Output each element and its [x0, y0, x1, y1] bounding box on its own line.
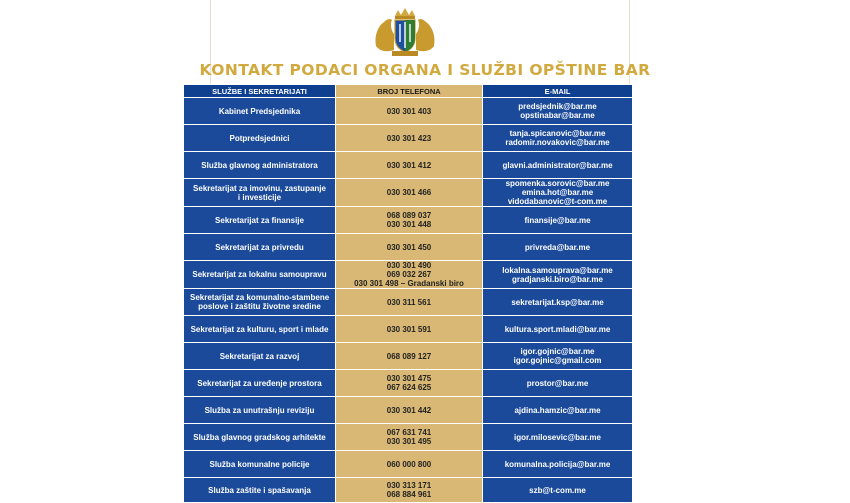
email-address[interactable]: privreda@bar.me	[524, 242, 591, 252]
service-name-line: Služba komunalne policije	[209, 459, 310, 469]
service-name-line: poslove i zaštitu životne sredine	[198, 302, 321, 311]
phone-number: 030 301 423	[386, 133, 432, 143]
service-name-line: Služba glavnog administratora	[201, 160, 318, 170]
service-name-line: Služba glavnog gradskog arhitekte	[193, 432, 326, 442]
table-row	[184, 289, 633, 316]
table-header-row	[184, 85, 633, 98]
email-address[interactable]: igor.gojnic@gmail.com	[513, 356, 602, 365]
phone-number: 030 301 412	[386, 160, 432, 170]
phone-cell	[336, 234, 483, 261]
phone-cell	[336, 125, 483, 152]
email-cell	[483, 478, 633, 503]
phone-number: 030 311 561	[386, 297, 432, 307]
service-name-cell	[184, 370, 336, 397]
email-cell	[483, 316, 633, 343]
phone-number: 060 000 800	[386, 459, 432, 469]
service-name-line: Sekretarijat za razvoj	[219, 351, 300, 361]
email-address[interactable]: vidodabanovic@t-com.me	[507, 197, 608, 206]
service-name-line: Kabinet Predsjednika	[218, 106, 301, 116]
table-row	[184, 152, 633, 179]
table-row	[184, 397, 633, 424]
phone-number: 030 301 591	[386, 324, 432, 334]
email-address[interactable]: emina.hot@bar.me	[521, 188, 594, 197]
phone-cell	[336, 316, 483, 343]
email-cell	[483, 125, 633, 152]
table-row	[184, 343, 633, 370]
email-cell	[483, 179, 633, 207]
email-address[interactable]: igor.milosevic@bar.me	[514, 432, 601, 442]
email-cell	[483, 289, 633, 316]
email-cell	[483, 451, 633, 478]
service-name-cell	[184, 289, 336, 316]
column-header-email: E-MAIL	[483, 85, 633, 98]
email-address[interactable]: finansije@bar.me	[524, 215, 591, 225]
email-cell	[483, 207, 633, 234]
phone-number: 030 301 490	[386, 261, 432, 270]
service-name-line: Sekretarijat za komunalno-stambene	[190, 293, 330, 302]
table-row	[184, 98, 633, 125]
service-name-cell	[184, 179, 336, 207]
email-address[interactable]: spomenka.sorovic@bar.me	[505, 179, 610, 188]
email-address[interactable]: radomir.novakovic@bar.me	[505, 138, 610, 147]
email-cell	[483, 424, 633, 451]
contacts-table	[183, 84, 633, 503]
phone-number: 069 032 267	[386, 270, 432, 279]
email-cell	[483, 370, 633, 397]
service-name-cell	[184, 343, 336, 370]
phone-number: 030 313 171	[386, 481, 432, 490]
table-row	[184, 424, 633, 451]
email-cell	[483, 98, 633, 125]
email-cell	[483, 152, 633, 179]
email-address[interactable]: prostor@bar.me	[526, 378, 589, 388]
service-name-cell	[184, 397, 336, 424]
email-cell	[483, 343, 633, 370]
service-name-cell	[184, 424, 336, 451]
bar-coat-of-arms-icon	[370, 6, 440, 58]
email-address[interactable]: kultura.sport.mladi@bar.me	[504, 324, 611, 334]
service-name-cell	[184, 451, 336, 478]
service-name-cell	[184, 316, 336, 343]
phone-number: 030 301 403	[386, 106, 432, 116]
phone-cell	[336, 343, 483, 370]
service-name-cell	[184, 98, 336, 125]
table-body	[184, 98, 633, 503]
email-address[interactable]: glavni.administrator@bar.me	[502, 160, 613, 170]
phone-number: 030 301 498 – Gradanski biro	[354, 279, 464, 288]
email-address[interactable]: lokalna.samouprava@bar.me	[502, 265, 613, 275]
email-address[interactable]: ajdina.hamzic@bar.me	[514, 405, 601, 415]
email-address[interactable]: szb@t-com.me	[529, 485, 586, 495]
table-row	[184, 261, 633, 289]
email-address[interactable]: igor.gojnic@bar.me	[520, 347, 595, 356]
phone-number: 068 089 037	[386, 211, 432, 220]
email-address[interactable]: opstinabar@bar.me	[520, 111, 595, 120]
table-row	[184, 125, 633, 152]
email-address[interactable]: gradjanski.biro@bar.me	[512, 274, 603, 284]
service-name-cell	[184, 152, 336, 179]
phone-cell	[336, 261, 483, 289]
service-name-cell	[184, 207, 336, 234]
email-cell	[483, 234, 633, 261]
service-name-line: i investicije	[237, 192, 282, 202]
phone-cell	[336, 370, 483, 397]
service-name-line: Sekretarijat za imovinu, zastupanje	[193, 183, 326, 193]
phone-cell	[336, 179, 483, 207]
service-name-cell	[184, 261, 336, 289]
phone-number: 030 301 466	[386, 188, 432, 197]
service-name-cell	[184, 478, 336, 503]
phone-cell	[336, 207, 483, 234]
phone-cell	[336, 289, 483, 316]
phone-number: 067 631 741	[386, 428, 432, 437]
table-row	[184, 234, 633, 261]
column-header-phone: BROJ TELEFONA	[336, 85, 483, 98]
email-address[interactable]: tanja.spicanovic@bar.me	[509, 129, 606, 138]
table-row	[184, 179, 633, 207]
phone-cell	[336, 98, 483, 125]
service-name-line: Sekretarijat za kulturu, sport i mlade	[190, 324, 329, 334]
email-address[interactable]: sekretarijat.ksp@bar.me	[511, 297, 604, 307]
table-row	[184, 478, 633, 503]
phone-number: 030 301 448	[386, 220, 432, 229]
service-name-line: Sekretarijat za privredu	[215, 242, 304, 252]
email-cell	[483, 397, 633, 424]
phone-cell	[336, 397, 483, 424]
phone-cell	[336, 478, 483, 503]
phone-number: 067 624 625	[386, 383, 432, 392]
table-row	[184, 316, 633, 343]
email-address[interactable]: komunalna.policija@bar.me	[504, 459, 611, 469]
table-row	[184, 370, 633, 397]
service-name-line: Potpredsjednici	[229, 133, 290, 143]
service-name-cell	[184, 125, 336, 152]
phone-cell	[336, 451, 483, 478]
phone-cell	[336, 152, 483, 179]
phone-number: 068 884 961	[386, 490, 432, 499]
phone-number: 030 301 495	[386, 437, 432, 446]
phone-number: 030 301 442	[386, 405, 432, 415]
service-name-line: Služba za unutrašnju reviziju	[204, 405, 315, 415]
phone-number: 030 301 475	[386, 374, 432, 383]
service-name-line: Sekretarijat za lokalnu samoupravu	[192, 270, 327, 279]
table-row	[184, 451, 633, 478]
service-name-line: Sekretarijat za uređenje prostora	[197, 378, 322, 388]
email-address[interactable]: predsjednik@bar.me	[518, 102, 597, 111]
service-name-line: Služba zaštite i spašavanja	[208, 485, 311, 495]
service-name-line: Sekretarijat za finansije	[215, 215, 304, 225]
phone-number: 068 089 127	[386, 351, 432, 361]
phone-cell	[336, 424, 483, 451]
table-row	[184, 207, 633, 234]
phone-number: 030 301 450	[386, 242, 432, 252]
service-name-cell	[184, 234, 336, 261]
page-title: KONTAKT PODACI ORGANA I SLUŽBI OPŠTINE BAR	[199, 61, 651, 79]
column-header-services: SLUŽBE I SEKRETARIJATI	[184, 85, 336, 98]
email-cell	[483, 261, 633, 289]
